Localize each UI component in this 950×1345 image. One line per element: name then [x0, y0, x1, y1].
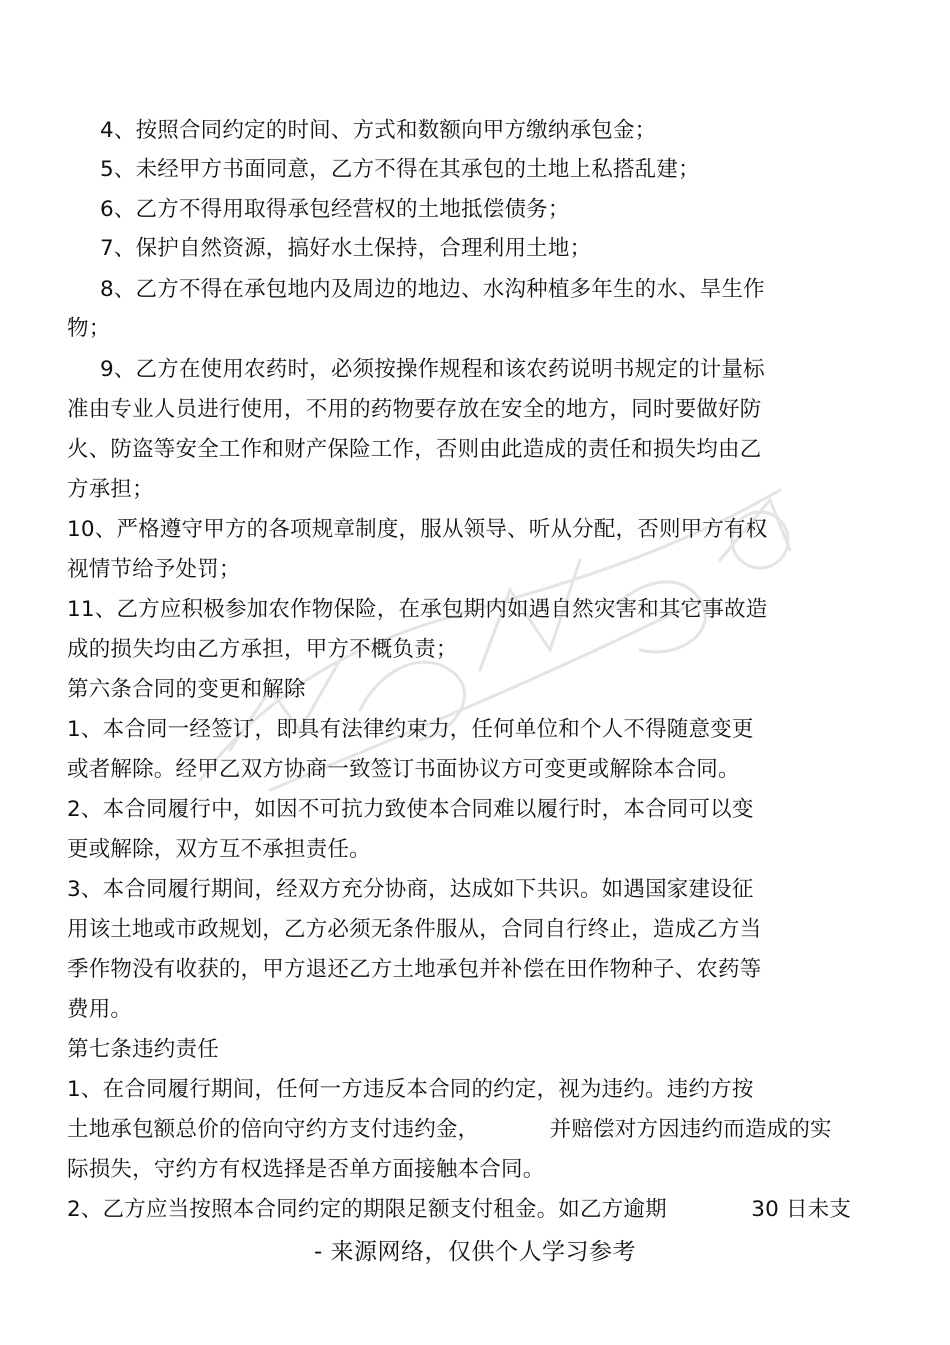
clause-line: 7、保护自然资源，搞好水土保持，合理利用土地；: [100, 236, 592, 261]
page-footer: - 来源网络，仅供个人学习参考: [313, 1239, 637, 1265]
clause-line: 2、乙方应当按照本合同约定的期限足额支付租金。如乙方逾期 30 日未支: [67, 1197, 852, 1222]
clause-line: 6、乙方不得用取得承包经营权的土地抵偿债务；: [100, 197, 570, 222]
clause-line: 用该土地或市政规划，乙方必须无条件服从，合同自行终止，造成乙方当: [67, 917, 762, 942]
clause-line: 准由专业人员进行使用，不用的药物要存放在安全的地方，同时要做好防: [67, 397, 762, 422]
section-heading: 第七条违约责任: [67, 1037, 219, 1062]
clause-line: 成的损失均由乙方承担，甲方不概负责；: [67, 637, 458, 662]
clause-line: 3、本合同履行期间，经双方充分协商，达成如下共识。如遇国家建设征: [67, 877, 754, 902]
clause-line: 1、在合同履行期间，任何一方违反本合同的约定，视为违约。违约方按: [67, 1077, 754, 1102]
clause-line: 季作物没有收获的，甲方退还乙方土地承包并补偿在田作物种子、农药等: [67, 957, 762, 982]
clause-line: 4、按照合同约定的时间、方式和数额向甲方缴纳承包金；: [100, 118, 657, 143]
clause-line: 费用。: [67, 997, 133, 1022]
clause-line: 1、本合同一经签订，即具有法律约束力，任何单位和个人不得随意变更: [67, 717, 754, 742]
clause-line: 际损失，守约方有权选择是否单方面接触本合同。: [67, 1157, 545, 1182]
clause-line: 11、乙方应积极参加农作物保险，在承包期内如遇自然灾害和其它事故造: [67, 597, 768, 622]
clause-line: 方承担；: [67, 477, 154, 502]
clause-line: 或者解除。经甲乙双方协商一致签订书面协议方可变更或解除本合同。: [67, 757, 740, 782]
clause-line: 土地承包额总价的倍向守约方支付违约金， 并赔偿对方因违约而造成的实: [67, 1117, 832, 1142]
clause-line: 9、乙方在使用农药时，必须按操作规程和该农药说明书规定的计量标: [100, 357, 765, 382]
clause-line: 更或解除，双方互不承担责任。: [67, 837, 371, 862]
clause-line: 视情节给予处罚；: [67, 557, 241, 582]
clause-line: 物；: [67, 316, 111, 341]
clause-line: 2、本合同履行中，如因不可抗力致使本合同难以履行时，本合同可以变: [67, 797, 754, 822]
section-heading: 第六条合同的变更和解除: [67, 677, 306, 702]
clause-line: 火、防盗等安全工作和财产保险工作，否则由此造成的责任和损失均由乙: [67, 437, 762, 462]
clause-line: 5、未经甲方书面同意，乙方不得在其承包的土地上私搭乱建；: [100, 157, 700, 182]
clause-line: 8、乙方不得在承包地内及周边的地边、水沟种植多年生的水、旱生作: [100, 277, 765, 302]
clause-line: 10、严格遵守甲方的各项规章制度，服从领导、听从分配，否则甲方有权: [67, 517, 768, 542]
